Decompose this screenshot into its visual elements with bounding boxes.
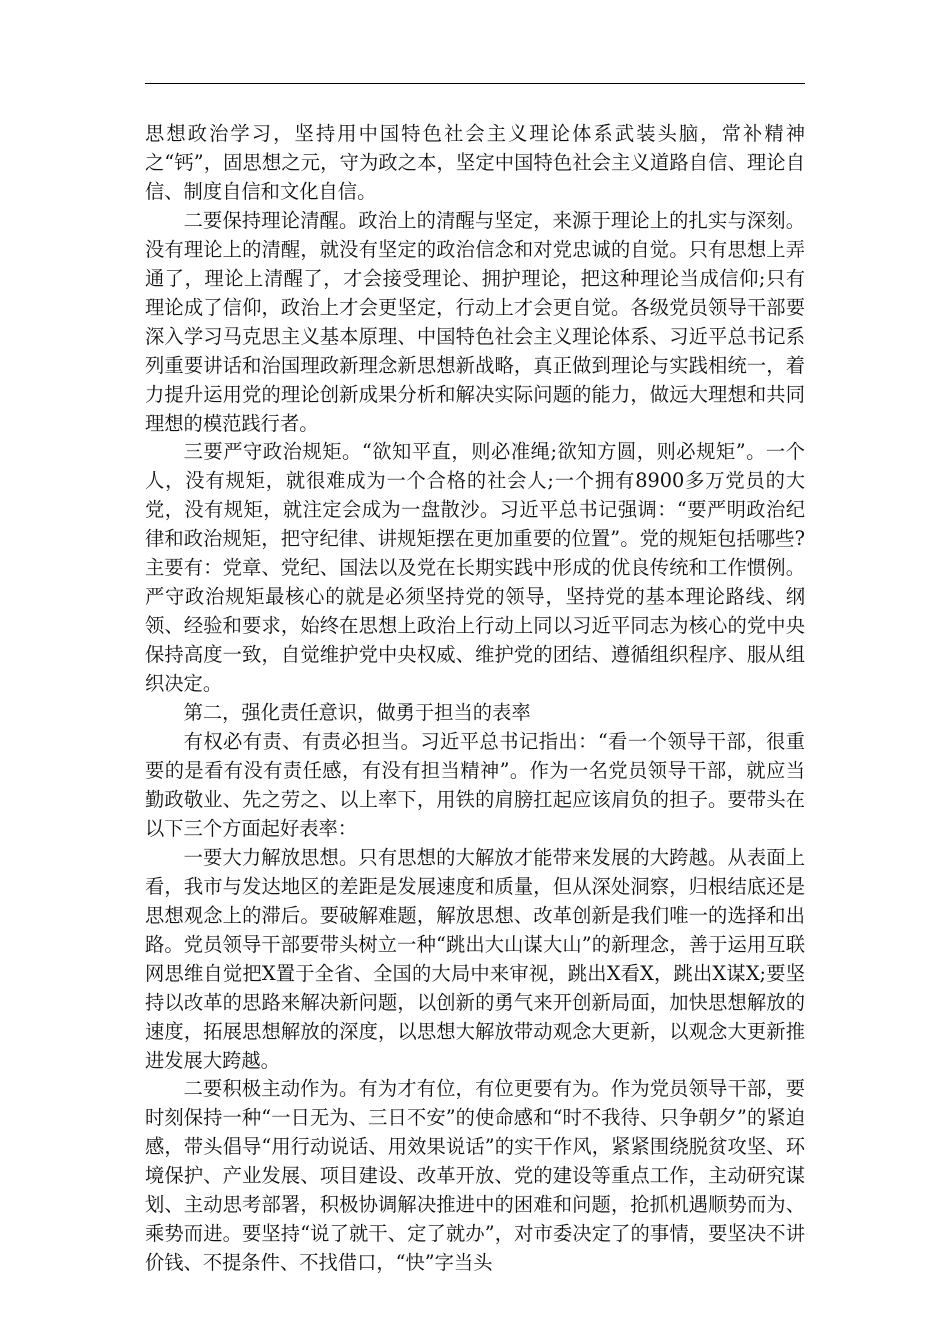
paragraph-p3: 三要严守政治规矩。“欲知平直，则必准绳;欲知方圆，则必规矩”。一个人，没有规矩，就很难成为一个合格的社会人;一个拥有8900多万党员的大党，没有规矩，就注定会成为一盘散沙。习近平总书记强调：“要严明政治纪律和政治规矩，把守纪律、讲规矩摆在更加重要的位置”。党的规矩包括哪些?主要有：党章、党纪、国法以及党在长期实践中形成的优良传统和工作惯例。严守政治规矩最核心的就是必须坚持党的领导，坚持党的基本理论路线、纲领、经验和要求，始终在思想上政治上行动上同以习近平同志为核心的党中央保持高度一致，自觉维护党中央权威、维护党的团结、遵循组织程序、服从组织决定。 xyxy=(145,440,805,696)
header-divider xyxy=(145,83,805,84)
document-body xyxy=(145,120,805,1278)
section-heading: 第二，强化责任意识，做勇于担当的表率 xyxy=(183,701,531,725)
paragraph-p5: 有权必有责、有责必担当。习近平总书记指出：“看一个领导干部，很重要的是看有没有责任感，有没有担当精神”。作为一名党员领导干部，就应当勤政敬业、先之劳之、以上率下，用铁的肩膀扛起应该肩负的担子。要带头在以下三个方面起好表率： xyxy=(145,730,805,840)
paragraph-p2: 二要保持理论清醒。政治上的清醒与坚定，来源于理论上的扎实与深刻。没有理论上的清醒，就没有坚定的政治信念和对党忠诚的自觉。只有思想上弄通了，理论上清醒了，才会接受理论、拥护理论，把这种理论当成信仰;只有理论成了信仰，政治上才会更坚定，行动上才会更自觉。各级党员领导干部要深入学习马克思主义基本原理、中国特色社会主义理论体系、习近平总书记系列重要讲话和治国理政新理念新思想新战略，真正做到理论与实践相统一，着力提升运用党的理论创新成果分析和解决实际问题的能力，做远大理想和共同理想的模范践行者。 xyxy=(145,208,805,435)
paragraph-p6: 一要大力解放思想。只有思想的大解放才能带来发展的大跨越。从表面上看，我市与发达地区的差距是发展速度和质量，但从深处洞察，归根结底还是思想观念上的滞后。要破解难题，解放思想、改革创新是我们唯一的选择和出路。党员领导干部要带头树立一种“跳出大山谋大山”的新理念，善于运用互联网思维自觉把X置于全省、全国的大局中来审视，跳出X看X，跳出X谋X;要坚持以改革的思路来解决新问题，以创新的勇气来开创新局面，加快思想解放的速度，拓展思想解放的深度，以思想大解放带动观念大更新，以观念大更新推进发展大跨越。 xyxy=(145,845,805,1072)
paragraph-p7: 二要积极主动作为。有为才有位，有位更要有为。作为党员领导干部，要时刻保持一种“一日无为、三日不安”的使命感和“时不我待、只争朝夕”的紧迫感，带头倡导“用行动说话、用效果说话”的实干作风，紧紧围绕脱贫攻坚、环境保护、产业发展、项目建设、改革开放、党的建设等重点工作，主动研究谋划、主动思考部署，积极协调解决推进中的困难和问题，抢抓机遇顺势而为、乘势而进。要坚持“说了就干、定了就办”，对市委决定了的事情，要坚决不讲价钱、不提条件、不找借口，“快”字当头 xyxy=(145,1077,805,1275)
paragraph-p1: 思想政治学习，坚持用中国特色社会主义理论体系武装头脑，常补精神之“钙”，固思想之元，守为政之本，坚定中国特色社会主义道路自信、理论自信、制度自信和文化自信。 xyxy=(145,122,805,203)
